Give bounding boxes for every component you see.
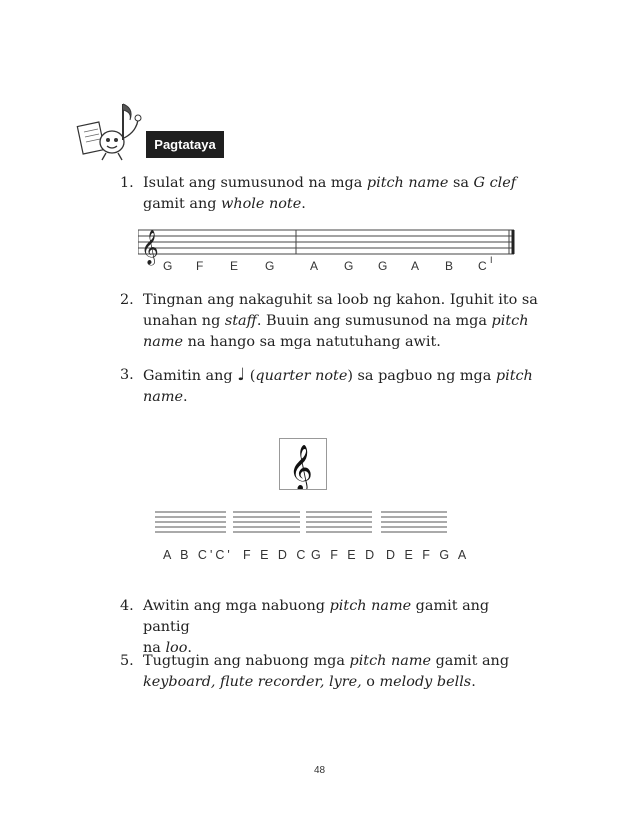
item-text: .	[187, 640, 192, 656]
pitch-group-4: D E F G A	[386, 548, 470, 562]
pitch-letter: B	[445, 259, 454, 273]
pitch-letter: G	[265, 259, 275, 273]
item-text: pitch	[491, 313, 529, 329]
item-text: name	[143, 389, 184, 405]
item-text: melody bells	[379, 674, 472, 690]
svg-text:𝄞: 𝄞	[289, 445, 313, 489]
item-text: gamit ang	[143, 196, 222, 212]
item-number: 1.	[120, 175, 134, 191]
item-text: Tingnan ang nakaguhit sa loob ng kahon. Iguhit ito sa	[143, 292, 538, 308]
item-text: sa	[448, 175, 474, 191]
item-text: . Buuin ang sumusunod na mga	[256, 313, 492, 329]
item-text: Tugtugin ang nabuong mga	[143, 653, 350, 669]
item-text: .	[471, 674, 476, 690]
item-text: gamit ang	[431, 653, 510, 669]
pitch-letter: G	[344, 259, 354, 273]
instruction-item-5	[120, 651, 540, 693]
pitch-group-1: A B C'C'	[163, 548, 233, 562]
pitch-letter: C	[478, 259, 487, 273]
item-text: keyboard, flute recorder, lyre,	[143, 674, 362, 690]
item-text: name	[143, 334, 184, 350]
item-text: (	[245, 368, 256, 384]
music-note-mascot-icon	[74, 98, 148, 162]
pitch-letter: E	[230, 259, 239, 273]
pitch-letter: A	[310, 259, 319, 273]
item-text: Awitin ang mga nabuong	[143, 598, 330, 614]
item-number: 2.	[120, 292, 134, 308]
item-text: ) sa pagbuo ng mga	[347, 368, 496, 384]
item-text: unahan ng	[143, 313, 225, 329]
instruction-item-3	[120, 365, 540, 408]
instruction-item-4	[120, 596, 540, 659]
item-text: Isulat ang sumusunod na mga	[143, 175, 367, 191]
treble-clef-icon	[280, 439, 326, 489]
g-clef-box	[279, 438, 327, 490]
quarter-note-icon: ♩	[237, 365, 246, 385]
item-text: .	[183, 389, 188, 405]
item-text: whole note	[221, 196, 302, 212]
item-text: .	[301, 196, 306, 212]
instruction-item-1	[120, 173, 540, 215]
blank-staves	[150, 509, 450, 539]
item-number: 4.	[120, 598, 134, 614]
staff-letter-row	[138, 255, 518, 279]
pitch-letter: G	[163, 259, 173, 273]
instruction-item-2	[120, 290, 540, 353]
treble-clef-icon: 𝄞	[141, 230, 159, 265]
item-text: gamit ang pantig	[143, 598, 490, 635]
pitch-letter: A	[411, 259, 420, 273]
item-number: 3.	[120, 367, 134, 383]
item-text: na	[143, 640, 166, 656]
pagtataya-badge: Pagtataya	[146, 131, 224, 158]
pitch-group-3: G F E D	[311, 548, 378, 562]
item-text: loo	[165, 640, 188, 656]
page-number: 48	[313, 765, 326, 776]
item-text: G clef	[473, 175, 517, 191]
item-text: pitch name	[349, 653, 431, 669]
item-text: pitch name	[366, 175, 449, 191]
item-text: Gamitin ang	[143, 368, 238, 384]
pitch-letter: F	[196, 259, 204, 273]
item-text: quarter note	[255, 368, 348, 384]
item-text: o	[361, 674, 380, 690]
pitch-letter: G	[378, 259, 388, 273]
high-c-mark: I	[490, 255, 493, 265]
item-number: 5.	[120, 653, 134, 669]
pitch-group-2: F E D C	[243, 548, 309, 562]
item-text: pitch	[495, 368, 533, 384]
item-text: na hango sa mga natutuhang awit.	[183, 334, 441, 350]
item-text: pitch name	[329, 598, 412, 614]
item-text: staff	[224, 313, 257, 329]
